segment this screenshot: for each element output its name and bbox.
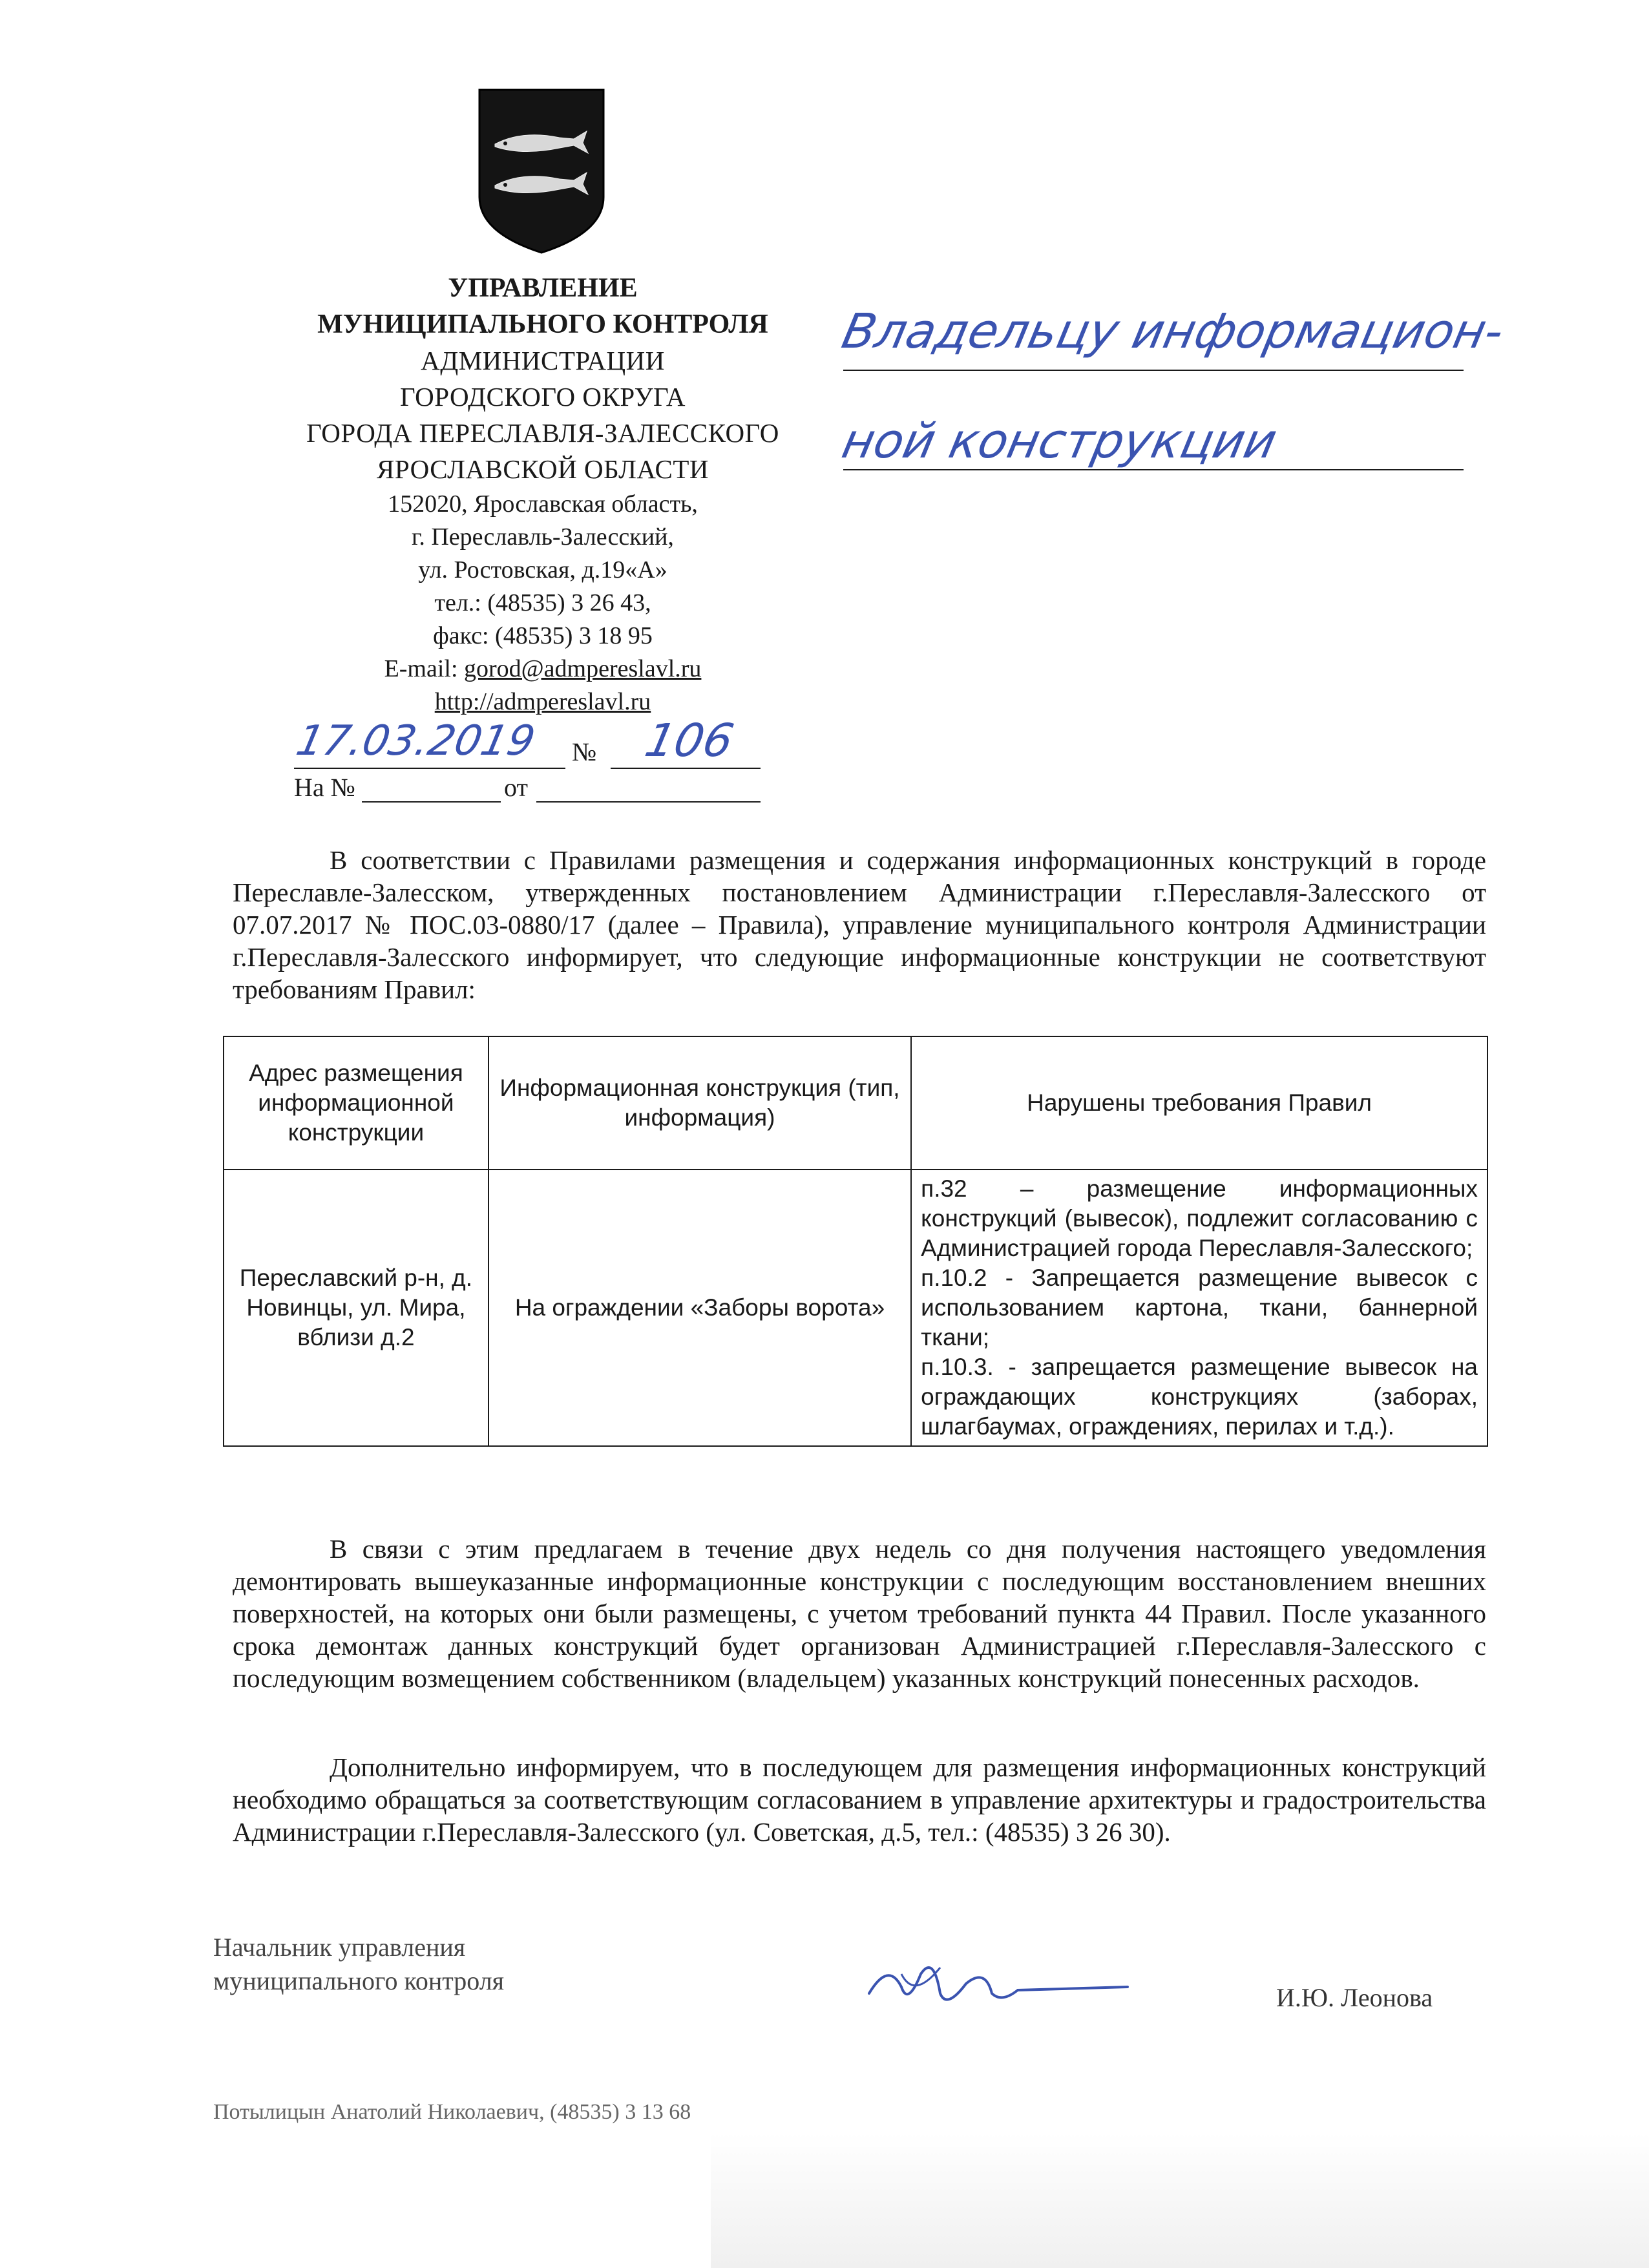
violation-item: п.10.3. - запрещается размещение вывесок на ограждающих конструкциях (заборах, шлагбаумах, ограждениях, перилах и т.д.). bbox=[921, 1354, 1478, 1440]
paragraph-2-text: В связи с этим предлагаем в течение двух недель со дня получения настоящего уведомления демонтировать вышеуказанные информационные конструкции с последующим восстановлением внешних поверхностей, на которых они были размещены, с учетом требований пункта 44 Правил. После указанного срока демонтаж данных конструкций будет организован Администрацией г.Переславля-Залесского с последующим возмещением собственником (владельцем) указанных конструкций понесенных расходов. bbox=[233, 1534, 1486, 1693]
address-line2: г. Переславль-Залесский, bbox=[412, 523, 674, 551]
body-paragraph-2 bbox=[233, 1533, 1486, 1694]
email-label: E-mail: bbox=[384, 655, 465, 682]
reg-date: 17.03.2019 bbox=[292, 717, 540, 765]
fax-line: факс: (48535) 3 18 95 bbox=[433, 622, 653, 649]
org-address-block bbox=[213, 488, 872, 719]
paragraph-3-text: Дополнительно информируем, что в последующем для размещения информационных конструкций необходимо обращаться за соответствующим согласованием в управление архитектуры и градостроительства Администрации г.Переславля-Залесского (ул. Советская, д.5, тел.: (48535) 3 26 30). bbox=[233, 1752, 1486, 1847]
cell-address: Переславский р-н, д. Новинцы, ул. Мира, вблизи д.2 bbox=[224, 1170, 488, 1446]
org-line5: ГОРОДА ПЕРЕСЛАВЛЯ-ЗАЛЕССКОГО bbox=[306, 418, 779, 448]
recipient-line1: Владельцу информацион- bbox=[837, 304, 1509, 359]
website-line bbox=[213, 686, 872, 719]
cell-violations bbox=[911, 1170, 1487, 1446]
org-line4: ГОРОДСКОГО ОКРУГА bbox=[399, 382, 686, 412]
body-paragraph-1 bbox=[233, 844, 1486, 1005]
from-label: от bbox=[504, 773, 528, 802]
signer-title-line1: Начальник управления bbox=[213, 1933, 466, 1962]
number-underline bbox=[611, 768, 761, 769]
address-line1: 152020, Ярославская область, bbox=[388, 490, 698, 518]
email-link[interactable]: gorod@admpereslavl.ru bbox=[464, 655, 702, 682]
violation-item: п.32 – размещение информационных конструкций (вывесок), подлежит согласованию с Администрацией города Переславля-Залесского; bbox=[921, 1175, 1478, 1261]
address-line3: ул. Ростовская, д.19«А» bbox=[418, 556, 667, 583]
violation-item: п.10.2 - Запрещается размещение вывесок с использованием картона, ткани, баннерной ткани; bbox=[921, 1265, 1478, 1350]
org-line3: АДМИНИСТРАЦИИ bbox=[421, 346, 665, 375]
signer-name: И.Ю. Леонова bbox=[1276, 1983, 1433, 2012]
coat-of-arms-icon bbox=[477, 87, 606, 255]
number-label: № bbox=[572, 737, 597, 766]
reg-number: 106 bbox=[640, 714, 739, 767]
recipient-underline2 bbox=[843, 469, 1464, 470]
executor-line: Потылицын Анатолий Николаевич, (48535) 3 13 68 bbox=[213, 2100, 691, 2124]
recipient-line2: ной конструкции bbox=[837, 414, 1282, 469]
cell-construction: На ограждении «Заборы ворота» bbox=[488, 1170, 911, 1446]
from-underline bbox=[536, 801, 761, 803]
ref-label: На № bbox=[294, 773, 355, 802]
header-address: Адрес размещения информационной конструкции bbox=[224, 1036, 488, 1170]
body-paragraph-3 bbox=[233, 1751, 1486, 1848]
website-link[interactable]: http://admpereslavl.ru bbox=[434, 688, 651, 715]
org-line1: УПРАВЛЕНИЕ bbox=[448, 273, 638, 303]
handwritten-signature bbox=[863, 1948, 1134, 2019]
date-underline bbox=[294, 768, 565, 769]
phone-line: тел.: (48535) 3 26 43, bbox=[434, 589, 651, 616]
scan-shadow bbox=[711, 2132, 1649, 2268]
email-line bbox=[213, 653, 872, 686]
org-line6: ЯРОСЛАВСКОЙ ОБЛАСТИ bbox=[377, 454, 709, 484]
ref-underline bbox=[362, 801, 501, 803]
signer-title-line2: муниципального контроля bbox=[213, 1966, 505, 1995]
header-violations: Нарушены требования Правил bbox=[911, 1036, 1487, 1170]
table-row bbox=[224, 1170, 1487, 1446]
paragraph-1-text: В соответствии с Правилами размещения и содержания информационных конструкций в городе Переславле-Залесском, утвержденных постановлением Администрации г.Переславля-Залесского от 07.07.2017 № ПОС.03-0880/17 (далее – Правила), управление муниципального контроля Администрации г.Переславля-Залесского информирует, что следующие информационные конструкции не соответствуют требованиям Правил: bbox=[233, 845, 1486, 1004]
org-name-block bbox=[213, 270, 872, 487]
header-construction: Информационная конструкция (тип, информация) bbox=[488, 1036, 911, 1170]
violations-table bbox=[223, 1036, 1488, 1447]
table-header-row bbox=[224, 1036, 1487, 1170]
recipient-underline1 bbox=[843, 370, 1464, 371]
org-line2: МУНИЦИПАЛЬНОГО КОНТРОЛЯ bbox=[317, 310, 768, 339]
